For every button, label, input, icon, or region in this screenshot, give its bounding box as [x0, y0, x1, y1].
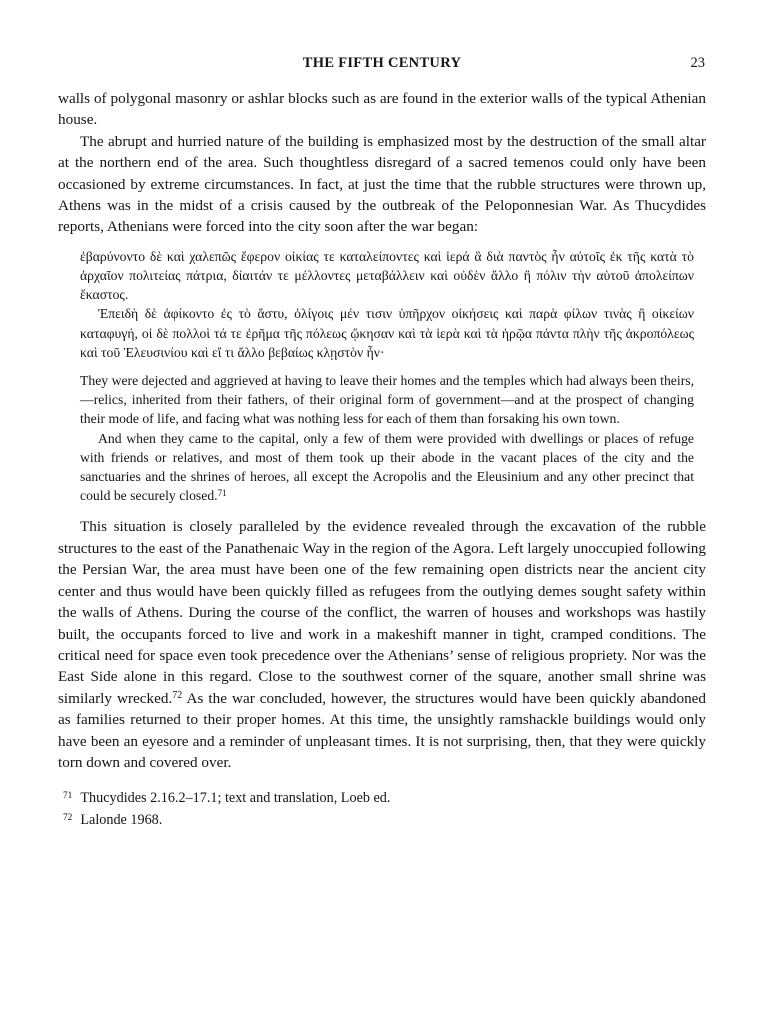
- running-head-title: THE FIFTH CENTURY: [302, 55, 462, 71]
- translation-paragraph-1: They were dejected and aggrieved at having to leave their homes and the temples which had always been theirs,—relics, inherited from their fathers, of their original form of government—and at the prospect of changing their mode of life, and facing what was nothing less for each of them than forsaking his own town.: [80, 373, 694, 427]
- footnote-72: [58, 810, 706, 832]
- paragraph-continuation: walls of polygonal masonry or ashlar blocks such as are found in the exterior walls of the typical Athenian house.: [58, 90, 706, 129]
- translation-paragraph-2-text: And when they came to the capital, only a few of them were provided with dwellings or places of refuge with friends or relatives, and most of them took up their abode in the vacant places of the city and the sanctuaries and the shrines of heroes, all except the Acropolis and the Eleusinium and any other precinct that could be securely closed.: [80, 430, 694, 504]
- paragraph-agora-evidence: [58, 516, 706, 773]
- footnote-72-marker: 72: [63, 812, 73, 823]
- footnote-ref-72: 72: [172, 690, 183, 702]
- greek-quote-paragraph-1: ἐβαρύνοντο δὲ καὶ χαλεπῶς ἔφερον οἰκίας τε καταλείποντες καὶ ἱερά ἃ διὰ παντὸς ἦν αὐτοῖς ἐκ τῆς κατὰ τὸ ἀρχαῖον πολιτείας πάτρια, δίαιτάν τε μέλλοντες μεταβάλλειν καὶ οὐδὲν ἄλλο ἢ πόλιν τὴν αὑτοῦ ἀπολείπων ἕκαστος.: [80, 248, 694, 303]
- thucydides-block-quote: [80, 247, 694, 506]
- footnote-ref-71: 71: [217, 488, 227, 499]
- footnote-71-text: Thucydides 2.16.2–17.1; text and translation, Loeb ed.: [80, 790, 391, 807]
- paragraph-agora-text-after-ref: As the war concluded, however, the structures would have been quickly abandoned as families returned to their proper homes. At this time, the unsightly ramshackle buildings would only have been an eyesore and a reminder of unpleasant times. It is not surprising, then, that they were quickly torn down and covered over.: [58, 689, 706, 771]
- footnote-72-text: Lalonde 1968.: [80, 812, 163, 829]
- paragraph-agora-text-before-ref: This situation is closely paralleled by the evidence revealed through the excavation of the rubble structures to the east of the Panathenaic Way in the region of the Agora. Left largely unoccupied following the Persian War, the area must have been one of the few remaining open districts near the ancient city center and thus would have been quickly filled as refugees from the outlying demes sought safety within the walls of Athens. During the course of the conflict, the warren of houses and workshops was hastily built, the occupants forced to live and work in a makeshift manner in tight, cramped conditions. The critical need for space even took precedence over the Athenians’ sense of religious propriety. Nor was the East Side alone in this regard. Close to the southwest corner of the square, another small shrine was similarly wrecked.: [58, 518, 706, 707]
- footnotes-section: [58, 788, 706, 832]
- footnote-71: [58, 788, 706, 810]
- page-number: 23: [690, 55, 705, 71]
- page-header: [58, 55, 706, 73]
- greek-quote-paragraph-2: Ἐπειδὴ δὲ ἀφίκοντο ἐς τὸ ἄστυ, ὀλίγοις μέν τισιν ὑπῆρχον οἰκήσεις καὶ παρὰ φίλων τινὰς ἢ οἰκείων καταφυγή, οἱ δὲ πολλοὶ τά τε ἐρῆμα τῆς πόλεως ᾤκησαν καὶ τὰ ἱερὰ καὶ τὰ ἡρῷα πάντα πλὴν τῆς ἀκροπόλεως καὶ τοῦ Ἐλευσινίου καὶ εἴ τι ἄλλο βεβαίως κλῃστὸν ἦν·: [80, 306, 694, 360]
- paragraph-building: The abrupt and hurried nature of the building is emphasized most by the destruction of the small altar at the northern end of the area. Such thoughtless disregard of a sacred temenos could only have been occasioned by extreme circumstances. In fact, at just the time that the rubble structures were thrown up, Athens was in the midst of a crisis caused by the outbreak of the Peloponnesian War. As Thucydides reports, Athenians were forced into the city soon after the war began:: [58, 132, 706, 236]
- translation-paragraph-2: [80, 429, 694, 506]
- footnote-71-marker: 71: [63, 791, 73, 802]
